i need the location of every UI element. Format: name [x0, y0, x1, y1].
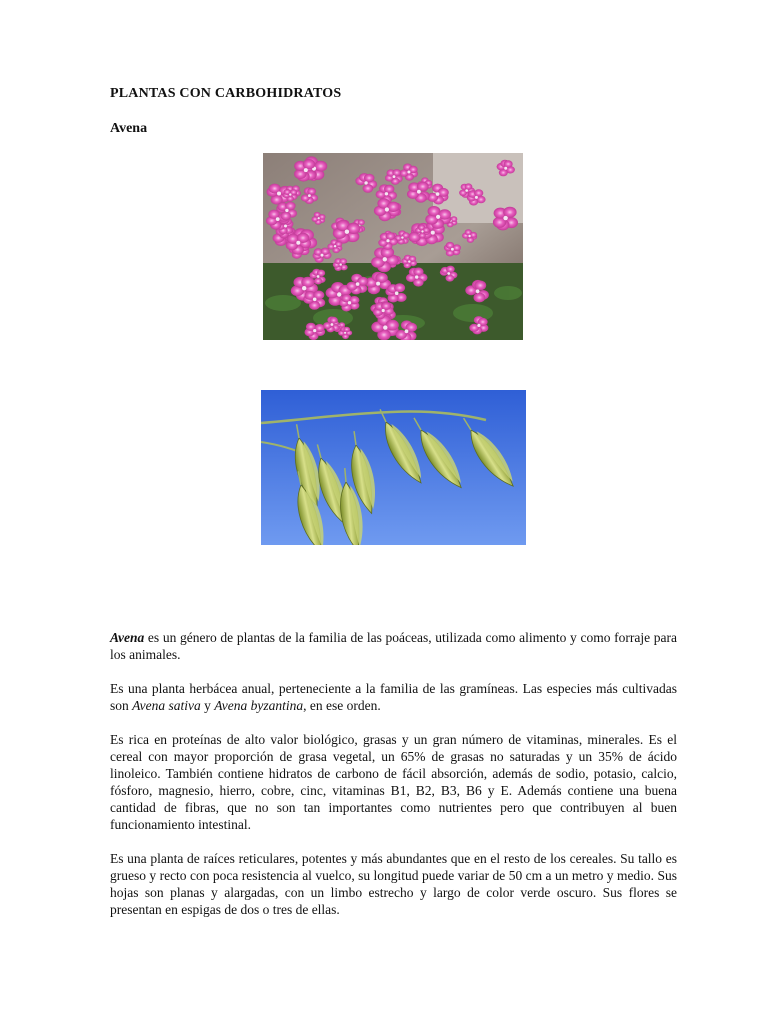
oat-spikelets-photo [261, 390, 526, 545]
term-avena: Avena [110, 630, 145, 645]
document-body [110, 629, 677, 935]
paragraph-2-text-c: , en ese orden. [303, 698, 381, 713]
document-title: PLANTAS CON CARBOHIDRATOS [110, 86, 342, 101]
paragraph-2-text-b: y [200, 698, 215, 713]
paragraph-2 [110, 680, 677, 714]
paragraph-4: Es una planta de raíces reticulares, potentes y más abundantes que en el resto de los cereales. Su tallo es grueso y recto con poca resistencia al vuelco, su longitud puede variar de 50 cm a un metro y medio. Sus hojas son planas y alargadas, con un limbo estrecho y largo de color verde oscuro. Sus flores se presentan en espigas de dos o tres de ellas. [110, 851, 677, 917]
species-avena-sativa: Avena sativa [132, 698, 201, 713]
pink-flowers-photo [263, 153, 523, 340]
paragraph-1-text: es un género de plantas de la familia de las poáceas, utilizada como alimento y como forraje para los animales. [110, 630, 677, 662]
paragraph-3: Es rica en proteínas de alto valor biológico, grasas y un gran número de vitaminas, minerales. Es el cereal con mayor proporción de grasa vegetal, un 65% de grasas no saturadas y un 35% de ácido linoleico. También contiene hidratos de carbono de fácil absorción, además de sodio, potasio, calcio, fósforo, magnesio, hierro, cobre, cinc, vitaminas B1, B2, B3, B6 y E. Además contiene una buena cantidad de fibras, que no son tan importantes como nutrientes pero que contribuyen al buen funcionamiento intestinal. [110, 732, 677, 832]
paragraph-1 [110, 629, 677, 663]
section-heading: Avena [110, 121, 148, 136]
species-avena-byzantina: Avena byzantina [214, 698, 304, 713]
paragraph-2-text-a: Es una planta herbácea anual, perteneciente a la familia de las gramíneas. Las especies más cultivadas son [110, 681, 677, 713]
